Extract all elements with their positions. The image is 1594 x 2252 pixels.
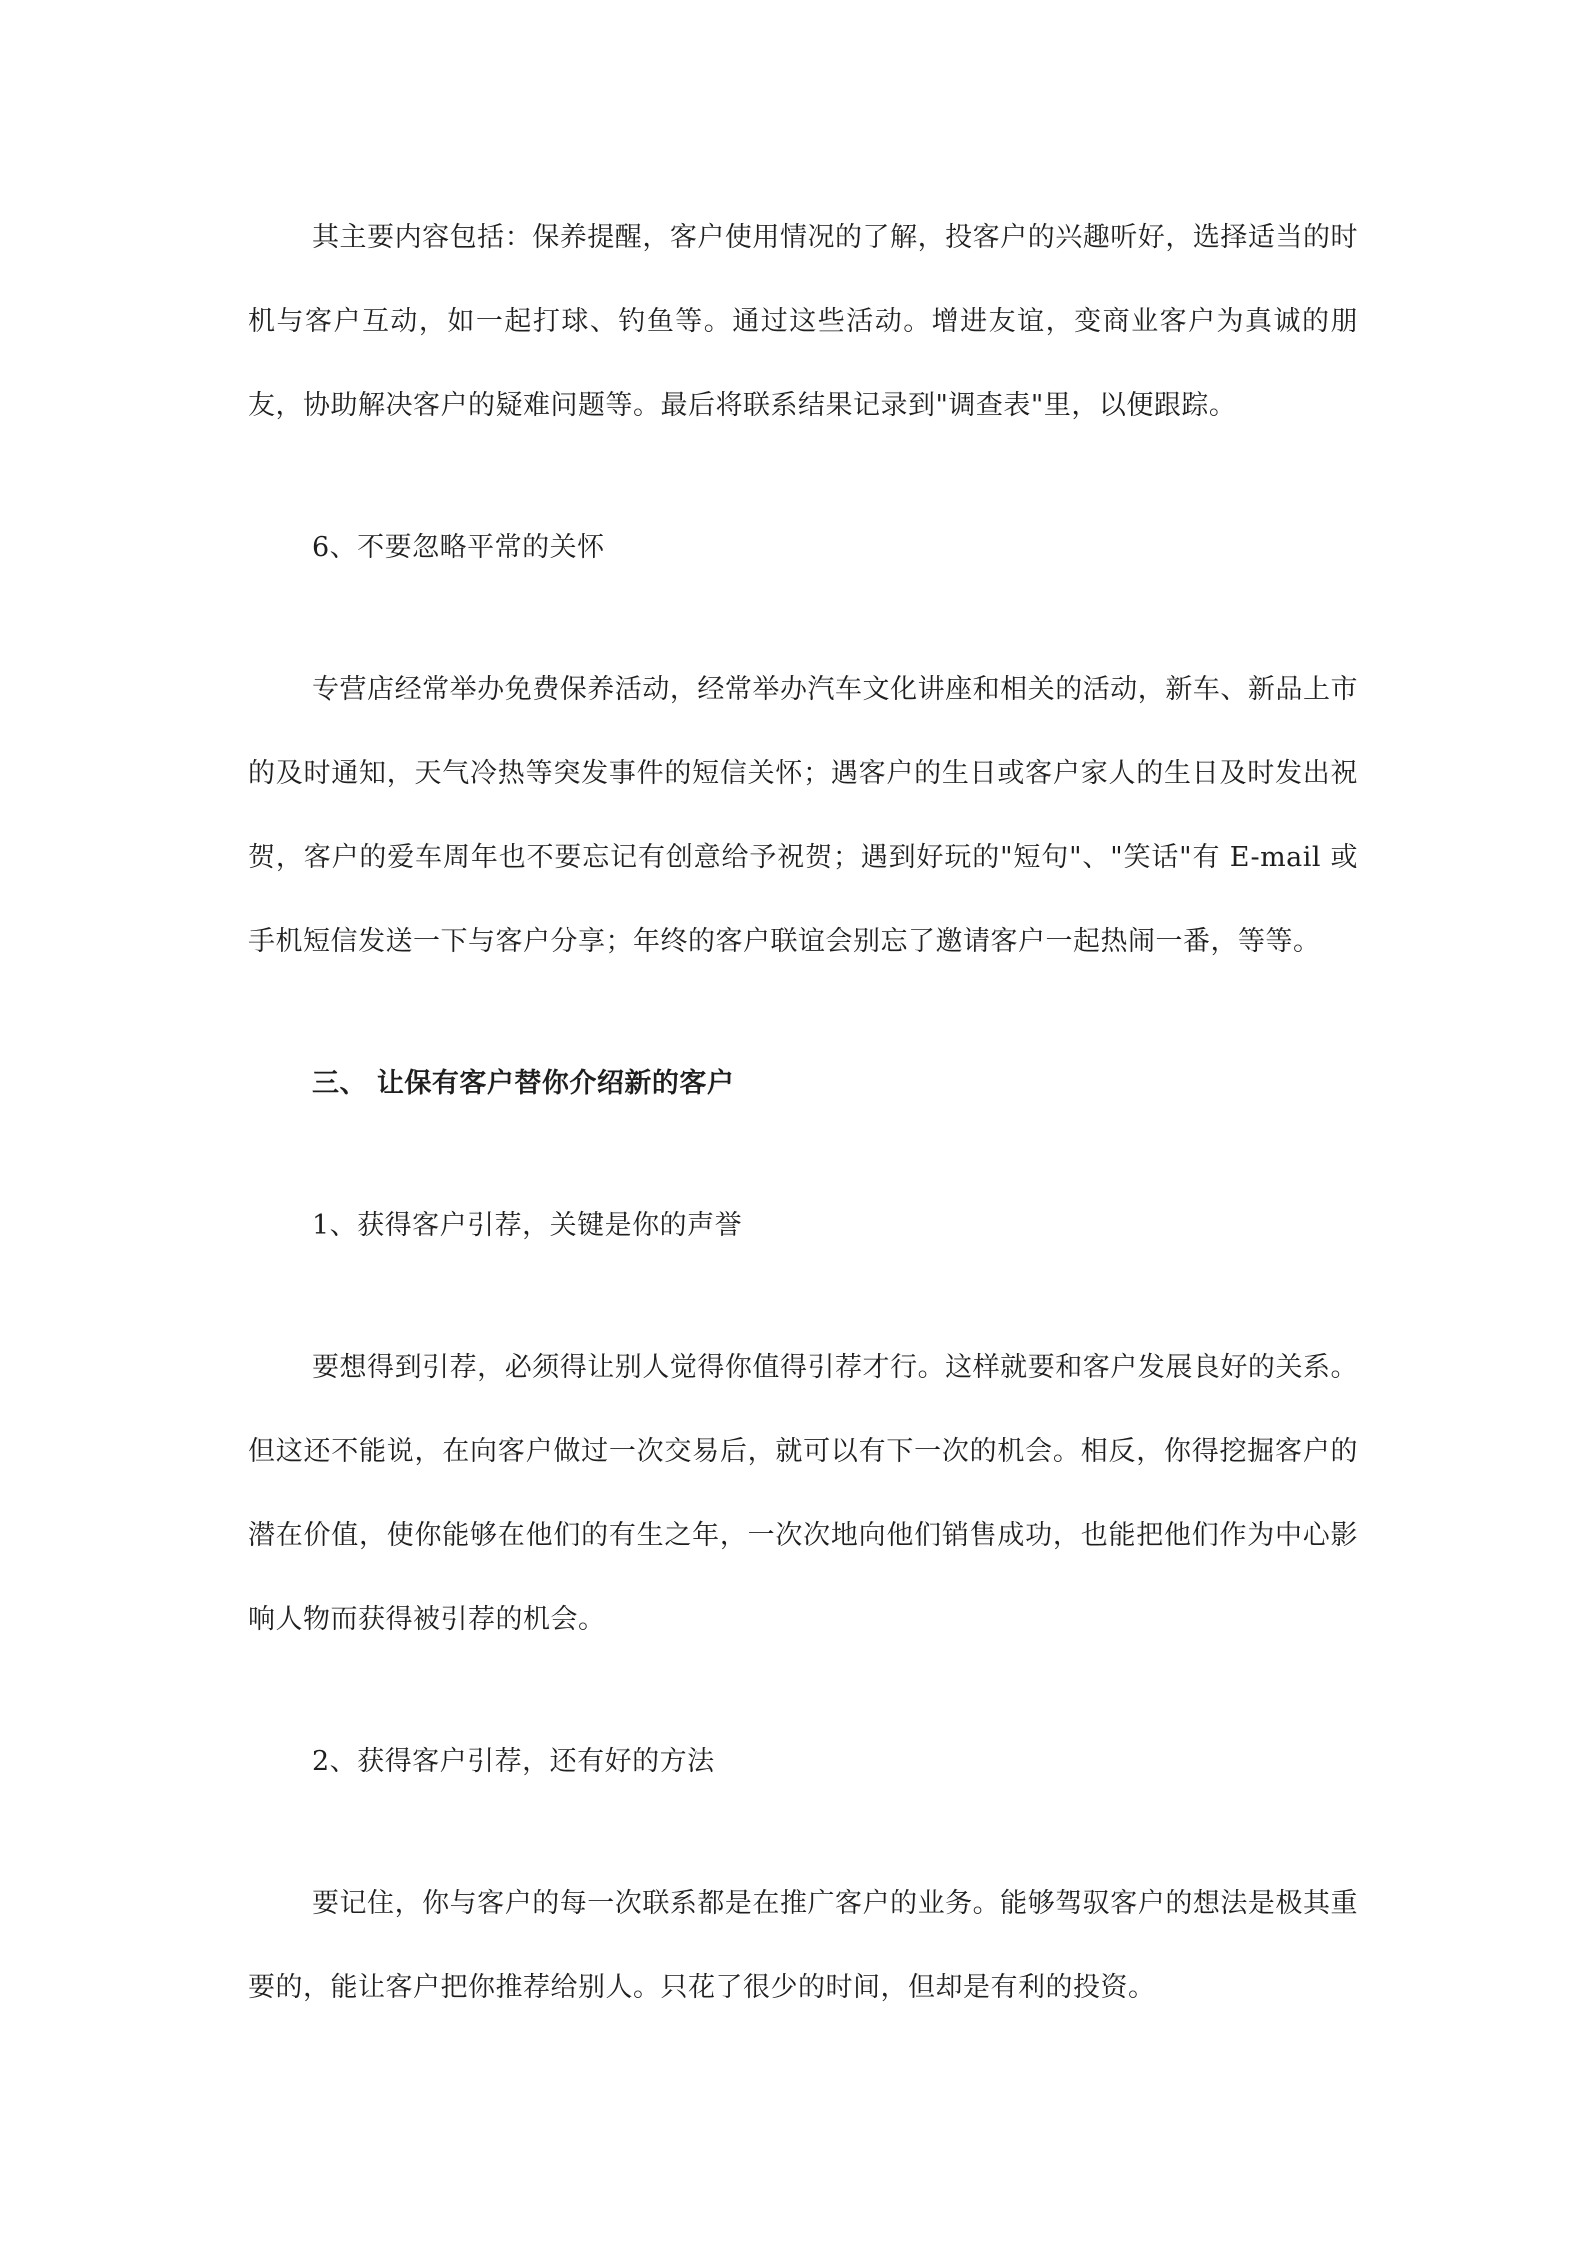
paragraph-gap xyxy=(248,1804,1358,1862)
heading-daily-care: 6、不要忽略平常的关怀 xyxy=(312,532,605,563)
paragraph-care-activities: 专营店经常举办免费保养活动，经常举办汽车文化讲座和相关的活动，新车、新品上市的及时通知，天气冷热等突发事件的短信关怀；遇客户的生日或客户家人的生日及时发出祝贺，客户的爱车周年也不要忘记有创意给予祝贺；遇到好玩的"短句"、"笑话"有 E-mail 或手机短信发送一下与客户分享；年终的客户联谊会别忘了邀请客户一起热闹一番，等等。 xyxy=(248,674,1358,957)
section-heading-referrals: 三、 让保有客户替你介绍新的客户 xyxy=(312,1068,735,1099)
paragraph-maintenance-content: 其主要内容包括：保养提醒，客户使用情况的了解，投客户的兴趣听好，选择适当的时机与客户互动，如一起打球、钓鱼等。通过这些活动。增进友谊，变商业客户为真诚的朋友，协助解决客户的疑难问题等。最后将联系结果记录到"调查表"里，以便跟踪。 xyxy=(248,222,1358,421)
paragraph-gap xyxy=(248,1126,1358,1184)
paragraph-gap xyxy=(248,448,1358,506)
paragraph-gap xyxy=(248,590,1358,648)
paragraph-methods: 要记住，你与客户的每一次联系都是在推广客户的业务。能够驾驭客户的想法是极其重要的，能让客户把你推荐给别人。只花了很少的时间，但却是有利的投资。 xyxy=(248,1888,1358,2003)
document-content xyxy=(248,196,1358,2030)
heading-reputation: 1、获得客户引荐，关键是你的声誉 xyxy=(312,1210,743,1241)
heading-methods: 2、获得客户引荐，还有好的方法 xyxy=(312,1746,715,1777)
paragraph-gap xyxy=(248,1268,1358,1326)
paragraph-reputation: 要想得到引荐，必须得让别人觉得你值得引荐才行。这样就要和客户发展良好的关系。但这还不能说，在向客户做过一次交易后，就可以有下一次的机会。相反，你得挖掘客户的潜在价值，使你能够在他们的有生之年，一次次地向他们销售成功，也能把他们作为中心影响人物而获得被引荐的机会。 xyxy=(248,1352,1358,1635)
paragraph-gap xyxy=(248,1662,1358,1720)
paragraph-gap xyxy=(248,984,1358,1042)
